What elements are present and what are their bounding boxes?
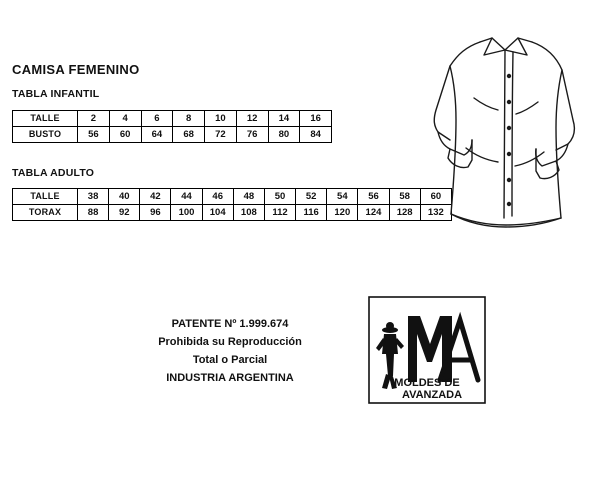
footer-line-industria: INDUSTRIA ARGENTINA	[166, 372, 294, 384]
table-row	[13, 189, 452, 205]
cell: 14	[268, 111, 300, 127]
cell: 88	[78, 205, 109, 221]
brand-logo	[368, 296, 486, 404]
cell: 64	[141, 127, 173, 143]
cell: 96	[140, 205, 171, 221]
cell: 124	[358, 205, 389, 221]
cell: 56	[358, 189, 389, 205]
cell: 38	[78, 189, 109, 205]
table-row	[13, 127, 332, 143]
cell: 10	[205, 111, 237, 127]
cell: 120	[327, 205, 358, 221]
cell: 6	[141, 111, 173, 127]
cell: 80	[268, 127, 300, 143]
cell: 54	[327, 189, 358, 205]
section-title-adulto: TABLA ADULTO	[12, 167, 95, 179]
shirt-illustration	[420, 28, 590, 253]
footer-legal-text	[100, 315, 360, 387]
cell: 72	[205, 127, 237, 143]
cell: 12	[236, 111, 268, 127]
logo-line1: MOLDES DE	[394, 377, 460, 389]
cell: 4	[109, 111, 141, 127]
cell: 92	[109, 205, 140, 221]
cell: 56	[78, 127, 110, 143]
size-table-infantil	[12, 110, 332, 143]
logo-line2: AVANZADA	[401, 389, 463, 401]
cell: 16	[300, 111, 332, 127]
cell: 46	[202, 189, 233, 205]
cell: 52	[296, 189, 327, 205]
cell: 2	[78, 111, 110, 127]
size-table-adulto	[12, 188, 452, 221]
cell: 104	[202, 205, 233, 221]
cell: 60	[109, 127, 141, 143]
cell: 84	[300, 127, 332, 143]
cell: 42	[140, 189, 171, 205]
cell: 40	[109, 189, 140, 205]
table-row	[13, 205, 452, 221]
cell: 112	[264, 205, 295, 221]
row-header: TORAX	[13, 205, 78, 221]
row-header: TALLE	[13, 111, 78, 127]
footer-line-patente: PATENTE Nº 1.999.674	[171, 318, 289, 330]
table-row	[13, 111, 332, 127]
section-title-infantil: TABLA INFANTIL	[12, 88, 100, 100]
cell: 44	[171, 189, 202, 205]
cell: 116	[296, 205, 327, 221]
cell: 8	[173, 111, 205, 127]
cell: 50	[264, 189, 295, 205]
cell: 132	[420, 205, 451, 221]
cell: 48	[233, 189, 264, 205]
cell: 128	[389, 205, 420, 221]
page-title: CAMISA FEMENINO	[12, 62, 140, 77]
cell: 58	[389, 189, 420, 205]
cell: 60	[420, 189, 451, 205]
cell: 76	[236, 127, 268, 143]
cell: 68	[173, 127, 205, 143]
row-header: TALLE	[13, 189, 78, 205]
cell: 100	[171, 205, 202, 221]
cell: 108	[233, 205, 264, 221]
footer-line-prohibida: Prohibida su Reproducción	[158, 336, 302, 348]
row-header: BUSTO	[13, 127, 78, 143]
footer-line-total-parcial: Total o Parcial	[192, 354, 268, 366]
